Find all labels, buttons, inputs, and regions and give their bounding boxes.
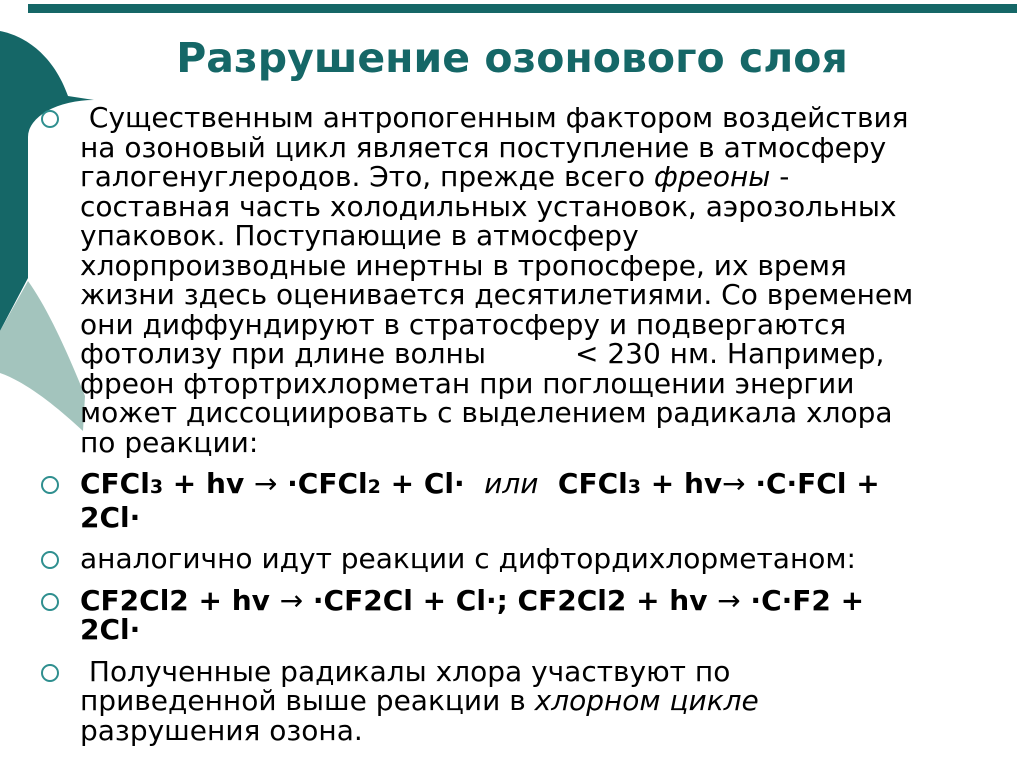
bullet-item <box>36 583 1004 646</box>
top-rule-bar <box>28 4 1017 13</box>
bullet-text <box>80 583 865 646</box>
text-line: хлорпроизводные инертны в тропосфере, их время <box>80 248 847 282</box>
bullet-item <box>36 544 1004 574</box>
text-line: аналогично идут реакции с дифтордихлорметаном: <box>80 542 856 575</box>
bullet-list <box>36 103 1004 757</box>
text-line: CF2Cl2 + hv → ·CF2Cl + Cl·; CF2Cl2 + hv → ·C·F2 + <box>80 583 865 617</box>
text-line: составная часть холодильных установок, аэрозольных <box>80 189 897 223</box>
bullet-text <box>80 544 856 574</box>
bullet-item <box>36 469 1004 532</box>
text-line: разрушения озона. <box>80 713 363 747</box>
circle-bullet-icon <box>41 110 59 128</box>
text-line: жизни здесь оценивается десятилетиями. Со временем <box>80 278 914 311</box>
slide-title: Разрушение озонового слоя <box>176 34 848 82</box>
text-line: фотолизу при длине волны < 230 нм. Например, <box>80 337 885 370</box>
text-line: 2Cl· <box>80 500 141 534</box>
text-line: они диффундируют в стратосферу и подвергаются <box>80 307 847 341</box>
text-line: на озоновый цикл является поступление в атмосферу <box>80 130 887 164</box>
circle-bullet-icon <box>41 551 59 569</box>
text-line: 2Cl· <box>80 613 141 646</box>
bullet-item <box>36 654 1004 747</box>
text-line: упаковок. Поступающие в атмосферу <box>80 219 639 252</box>
bullet-text <box>80 469 880 532</box>
text-line: фреон фтортрихлорметан при поглощении энергии <box>80 366 855 400</box>
bullet-item <box>36 103 1004 457</box>
bullet-text <box>80 103 913 457</box>
text-line: по реакции: <box>80 425 259 459</box>
circle-bullet-icon <box>41 476 59 494</box>
circle-bullet-icon <box>41 664 59 682</box>
text-line: Полученные радикалы хлора участвуют по <box>80 654 731 688</box>
bullet-text <box>80 654 759 747</box>
text-line: может диссоциировать с выделением радикала хлора <box>80 396 893 429</box>
text-line: галогенуглеродов. Это, прежде всего фреоны - <box>80 160 790 193</box>
text-line: Существенным антропогенным фактором воздействия <box>80 101 909 134</box>
text-line: CFCl3 + hv → ·CFCl2 + Cl· или CFCl3 + hv→ ·C·FCl + <box>80 467 880 500</box>
circle-bullet-icon <box>41 593 59 611</box>
text-line: приведенной выше реакции в хлорном цикле <box>80 684 759 717</box>
